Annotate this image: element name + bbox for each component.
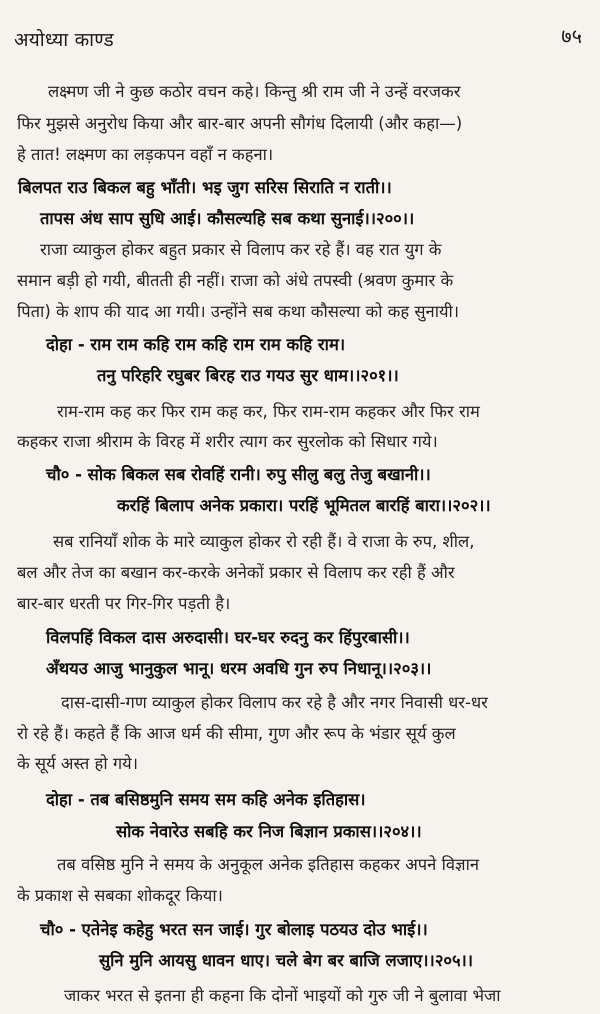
- prose-line: कहकर राजा श्रीराम के विरह में शरीर त्याग कर सुरलोक को सिधार गये।: [17, 432, 438, 451]
- verse-line: करहिं बिलाप अनेक प्रकारा। परहिं भूमितल बारहिं बारा।।२०२।।: [117, 496, 491, 515]
- prose-line: समान बड़ी हो गयी, बीतती ही नहीं। राजा को अंधे तपस्वी (श्रवण कुमार के: [17, 271, 454, 290]
- prose-line: रो रहे हैं। कहते हैं कि आज धर्म की सीमा, गुण और रूप के भंडार सूर्य कुल: [17, 724, 456, 743]
- verse-line: तापस अंध साप सुधि आई। कौसल्यहि सब कथा सुनाई।।२००।।: [40, 209, 415, 228]
- prose-line: पिता) के शाप की याद आ गयी। उन्होंने सब कथा कौसल्या को कह सुनायी।: [17, 302, 460, 321]
- prose-line: राजा व्याकुल होकर बहुत प्रकार से विलाप कर रहे हैं। वह रात युग के: [40, 240, 442, 259]
- prose-line: फिर मुझसे अनुरोध किया और बार-बार अपनी सौगंध दिलायी (और कहा—): [17, 114, 463, 133]
- verse-line: चौ० - एतेनेइ कहेहु भरत सन जाई। गुर बोलाइ पठयउ दोउ भाई।।: [40, 920, 428, 939]
- verse-line: सोक नेवारेउ सबहि कर निज बिज्ञान प्रकास।।२०४।।: [116, 822, 422, 841]
- chapter-title: अयोध्या काण्ड: [14, 29, 114, 51]
- prose-line: बल और तेज का बखान कर-करके अनेकों प्रकार से विलाप कर रही हैं और: [17, 563, 455, 582]
- prose-line: जाकर भरत से इतना ही कहना कि दोनों भाइयों को गुरु जी ने बुलावा भेजा: [64, 986, 501, 1005]
- verse-line: तनु परिहरि रघुबर बिरह राउ गयउ सुर धाम।।२०१।।: [97, 366, 399, 385]
- prose-line: सब रानियाँ शोक के मारे व्याकुल होकर रो रही हैं। वे राजा के रुप, शील,: [53, 532, 475, 551]
- prose-line: लक्ष्मण जी ने कुछ कठोर वचन कहे। किन्तु श्री राम जी ने उन्हें वरजकर: [48, 82, 461, 101]
- page-number: ७५: [561, 24, 582, 48]
- prose-line: राम-राम कह कर फिर राम कह कर, फिर राम-राम कहकर और फिर राम: [57, 402, 480, 421]
- prose-line: दास-दासी-गण व्याकुल होकर विलाप कर रहे है और नगर निवासी धर-धर: [61, 693, 488, 712]
- verse-line: अँथयउ आजु भानुकुल भानू। धरम अवधि गुन रुप निधानू।।२०३।।: [46, 659, 432, 678]
- prose-line: बार-बार धरती पर गिर-गिर पड़ती है।: [17, 594, 231, 613]
- page-header: [14, 26, 582, 52]
- verse-line: दोहा - राम राम कहि राम कहि राम राम कहि राम।: [46, 335, 346, 354]
- verse-line: सुनि मुनि आयसु धावन धाए। चले बेग बर बाजि लजाए।।२०५।।: [99, 951, 474, 970]
- prose-line: के प्रकाश से सबका शोकदूर किया।: [17, 886, 223, 905]
- verse-line: बिलपत राउ बिकल बहु भाँती। भइ जुग सरिस सिराति न राती।।: [18, 178, 392, 197]
- verse-line: विलपहिं विकल दास अरुदासी। घर-घर रुदनु कर हिंपुरबासी।।: [46, 628, 410, 647]
- prose-line: तब वसिष्ठ मुनि ने समय के अनुकूल अनेक इतिहास कहकर अपने विज्ञान: [57, 855, 480, 874]
- prose-line: हे तात! लक्ष्मण का लड़कपन वहाँ न कहना।: [17, 145, 274, 164]
- verse-line: चौ० - सोक बिकल सब रोवहिं रानी। रुपु सीलु बलु तेजु बखानी।।: [46, 465, 431, 484]
- verse-line: दोहा - तब बसिष्ठमुनि समय सम कहि अनेक इतिहास।: [46, 790, 366, 809]
- prose-line: के सूर्य अस्त हो गये।: [17, 754, 138, 773]
